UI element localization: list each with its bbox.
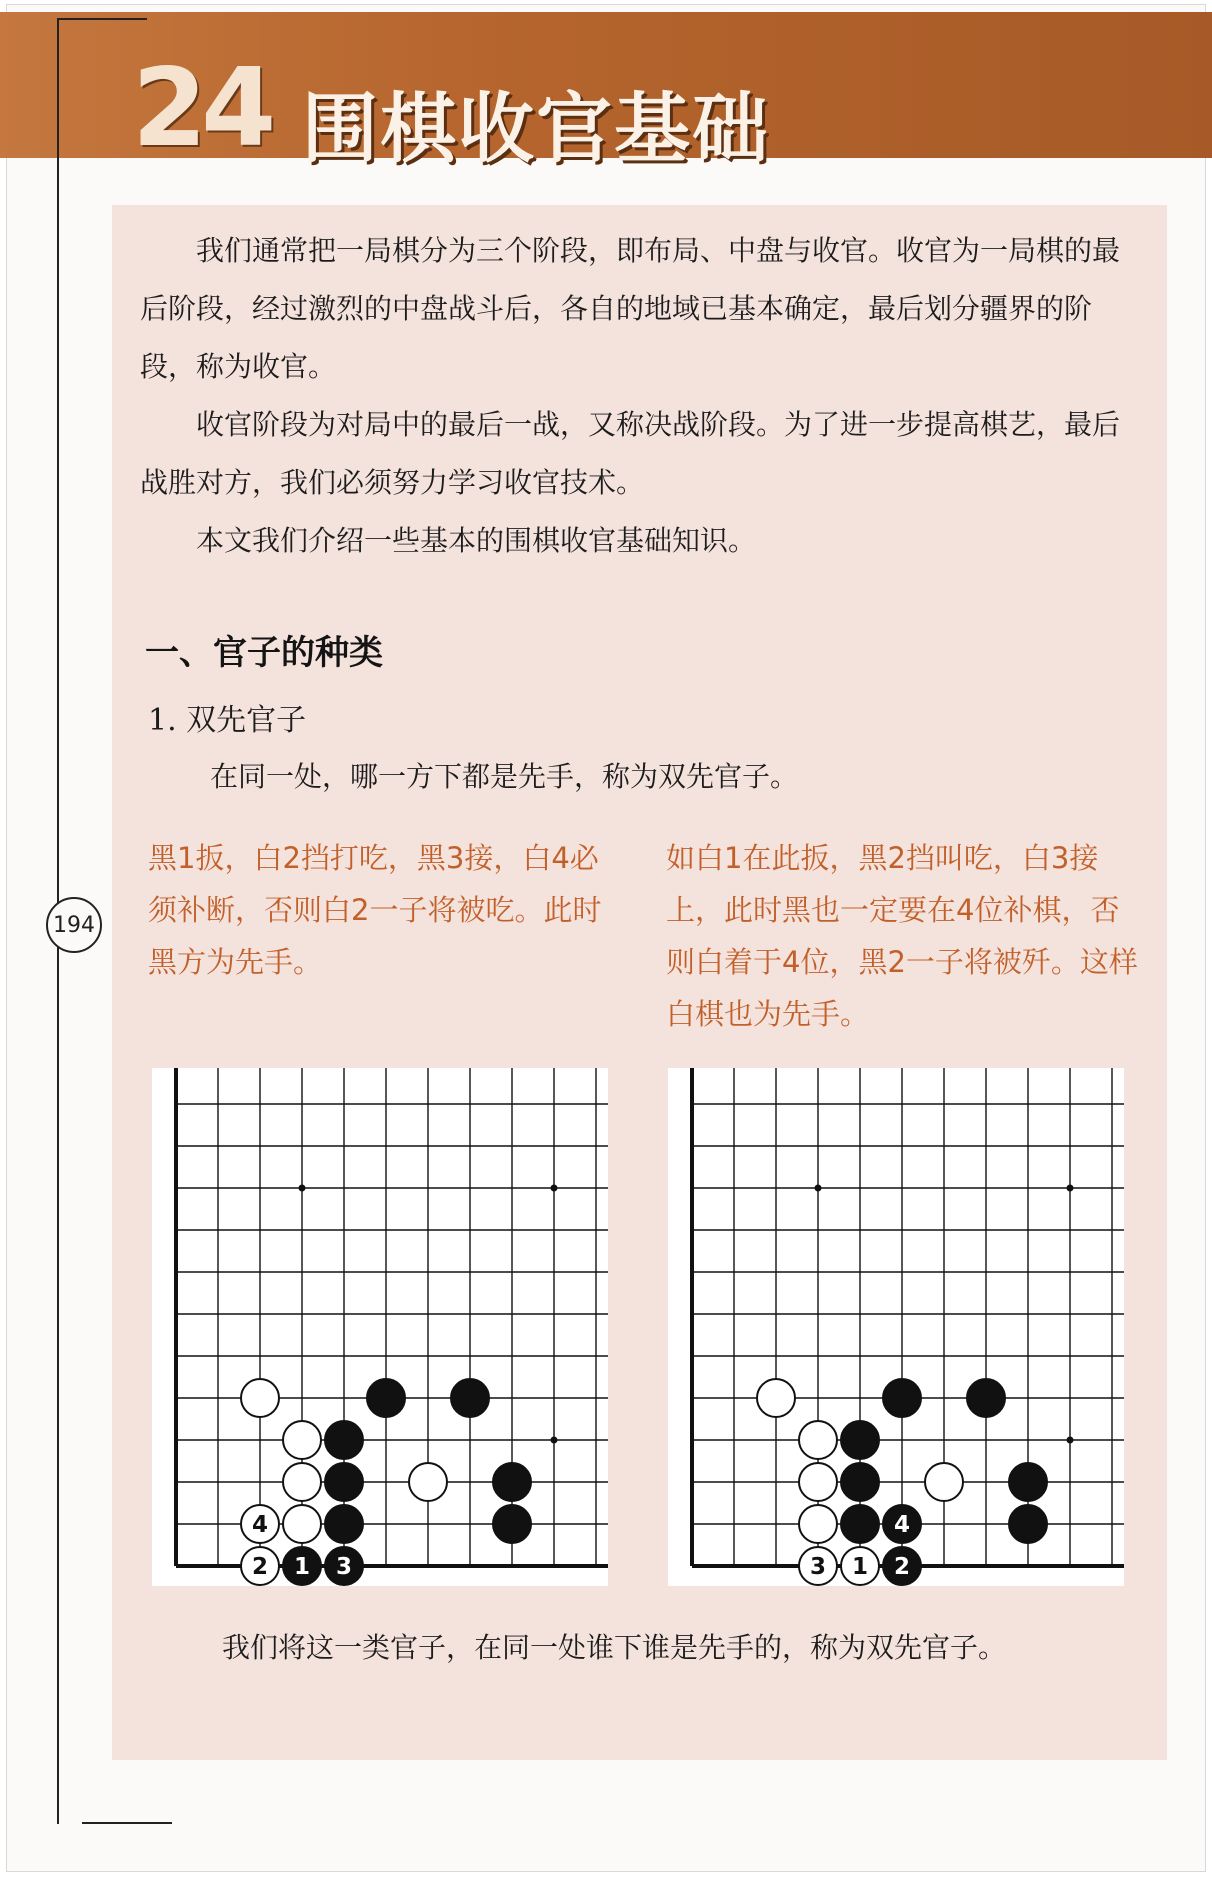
star-point	[299, 1185, 306, 1192]
margin-rule-bottom	[82, 1822, 172, 1824]
star-point	[815, 1185, 822, 1192]
section-heading: 一、官子的种类	[145, 633, 383, 673]
move-number: 3	[809, 1554, 827, 1580]
move-number: 1	[851, 1554, 869, 1580]
black-stone	[493, 1463, 531, 1501]
black-stone	[883, 1505, 921, 1543]
chapter-number: 24	[132, 46, 271, 171]
white-stone	[799, 1547, 837, 1585]
move-number: 2	[251, 1554, 269, 1580]
chapter-header	[0, 12, 1212, 173]
black-stone	[1009, 1463, 1047, 1501]
white-stone	[241, 1547, 279, 1585]
black-stone	[493, 1505, 531, 1543]
summary-text: 我们将这一类官子，在同一处谁下谁是先手的，称为双先官子。	[222, 1631, 1007, 1664]
white-stone	[283, 1421, 321, 1459]
margin-rule-top	[57, 18, 147, 20]
black-stone	[451, 1379, 489, 1417]
star-point	[551, 1437, 558, 1444]
move-number: 3	[335, 1554, 353, 1580]
black-stone	[325, 1463, 363, 1501]
intro-paragraph-2: 收官阶段为对局中的最后一战，又称决战阶段。为了进一步提高棋艺，最后战胜对方，我们必须努力学习收官技术。	[140, 408, 1121, 499]
move-number: 2	[893, 1554, 911, 1580]
black-stone	[841, 1505, 879, 1543]
white-stone	[841, 1547, 879, 1585]
white-stone	[925, 1463, 963, 1501]
page-number: 194	[46, 897, 102, 953]
black-stone	[883, 1379, 921, 1417]
go-board-left	[152, 1068, 608, 1586]
move-number: 1	[293, 1554, 311, 1580]
white-stone	[409, 1463, 447, 1501]
white-stone	[241, 1379, 279, 1417]
black-stone	[1009, 1505, 1047, 1543]
intro-paragraph-1: 我们通常把一局棋分为三个阶段，即布局、中盘与收官。收官为一局棋的最后阶段，经过激烈的中盘战斗后，各自的地域已基本确定，最后划分疆界的阶段，称为收官。	[140, 234, 1121, 383]
black-stone	[841, 1421, 879, 1459]
caption-left: 黑1扳，白2挡打吃，黑3接，白4必须补断，否则白2一子将被吃。此时黑方为先手。	[148, 841, 602, 979]
white-stone	[283, 1505, 321, 1543]
black-stone	[325, 1421, 363, 1459]
black-stone	[841, 1463, 879, 1501]
move-number: 4	[893, 1512, 911, 1538]
star-point	[551, 1185, 558, 1192]
white-stone	[799, 1463, 837, 1501]
black-stone	[283, 1547, 321, 1585]
move-number: 4	[251, 1512, 269, 1538]
white-stone	[799, 1421, 837, 1459]
white-stone	[283, 1463, 321, 1501]
black-stone	[883, 1547, 921, 1585]
subsection-heading: 1. 双先官子	[148, 703, 307, 738]
go-board-right	[668, 1068, 1124, 1586]
caption-right: 如白1在此扳，黑2挡叫吃，白3接上，此时黑也一定要在4位补棋，否则白着于4位，黑2一子将被歼。这样白棋也为先手。	[666, 841, 1138, 1031]
white-stone	[241, 1505, 279, 1543]
black-stone	[967, 1379, 1005, 1417]
chapter-title: 围棋收官基础	[302, 84, 770, 173]
intro-paragraph-3: 本文我们介绍一些基本的围棋收官基础知识。	[196, 524, 757, 557]
white-stone	[757, 1379, 795, 1417]
definition-text: 在同一处，哪一方下都是先手，称为双先官子。	[210, 760, 799, 793]
white-stone	[799, 1505, 837, 1543]
black-stone	[325, 1547, 363, 1585]
black-stone	[367, 1379, 405, 1417]
black-stone	[325, 1505, 363, 1543]
star-point	[1067, 1185, 1074, 1192]
star-point	[1067, 1437, 1074, 1444]
